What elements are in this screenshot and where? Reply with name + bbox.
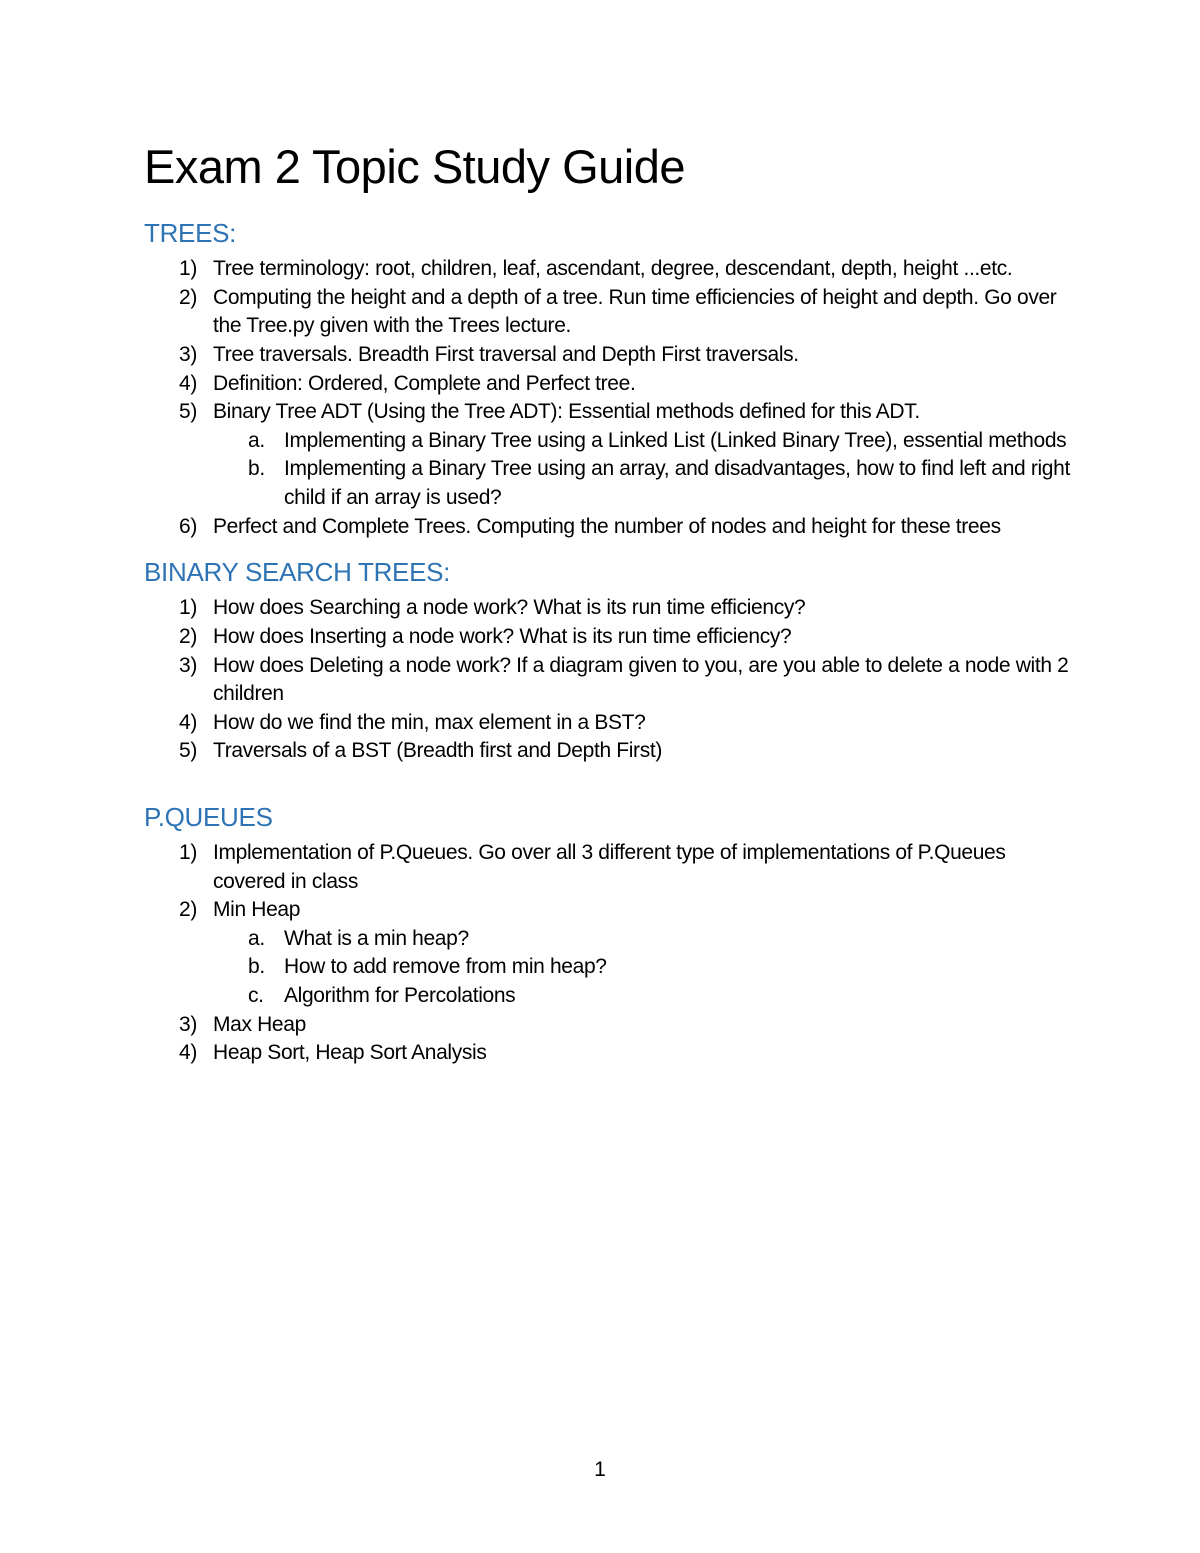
item-text: How to add remove from min heap?: [284, 955, 607, 979]
item-text: Algorithm for Percolations: [284, 984, 516, 1008]
item-text: How does Deleting a node work? If a diagram given to you, are you able to delete a node with 2 children: [213, 653, 1069, 706]
list-item: [144, 341, 1074, 370]
list-item: [144, 284, 1074, 341]
lettered-sublist: [213, 427, 1074, 513]
list-item: [144, 839, 1074, 896]
item-number: 4): [179, 1041, 197, 1065]
item-number: 4): [179, 371, 197, 395]
list-item: [144, 623, 1074, 652]
item-letter: a.: [248, 428, 265, 452]
item-number: 2): [179, 624, 197, 648]
list-item: [144, 1039, 1074, 1068]
document-title: Exam 2 Topic Study Guide: [144, 140, 685, 193]
sublist-item: [213, 953, 1074, 982]
section-binary-search-trees: [144, 557, 1074, 766]
section-pqueues: [144, 802, 1074, 1068]
item-text: Min Heap: [213, 898, 301, 922]
section-heading: TREES:: [144, 218, 237, 249]
item-text: Implementing a Binary Tree using a Linked List (Linked Binary Tree), essential methods: [284, 428, 1067, 452]
section-heading: BINARY SEARCH TREES:: [144, 557, 451, 588]
item-text: How does Inserting a node work? What is its run time efficiency?: [213, 624, 792, 648]
item-number: 3): [179, 343, 197, 367]
sublist-item: [213, 982, 1074, 1011]
item-number: 4): [179, 710, 197, 734]
page-number: 1: [594, 1458, 606, 1481]
item-number: 5): [179, 739, 197, 763]
item-letter: a.: [248, 926, 265, 950]
document-body: [144, 140, 1074, 1084]
item-letter: c.: [248, 984, 264, 1008]
item-number: 2): [179, 898, 197, 922]
list-item: [144, 709, 1074, 738]
item-letter: b.: [248, 457, 265, 481]
list-item: [144, 1011, 1074, 1040]
item-letter: b.: [248, 955, 265, 979]
list-item: [144, 737, 1074, 766]
item-text: Definition: Ordered, Complete and Perfect tree.: [213, 371, 636, 395]
item-number: 2): [179, 285, 197, 309]
list-item: [144, 896, 1074, 1010]
list-item: [144, 652, 1074, 709]
section-trees: [144, 218, 1074, 541]
lettered-sublist: [213, 925, 1074, 1011]
item-text: Implementing a Binary Tree using an array, and disadvantages, how to find left and right child if an array is used?: [284, 457, 1070, 509]
section-heading: P.QUEUES: [144, 801, 273, 832]
item-number: 5): [179, 400, 197, 424]
item-text: What is a min heap?: [284, 926, 469, 950]
item-text: Implementation of P.Queues. Go over all 3 different type of implementations of P.Queues covered in class: [213, 841, 1006, 893]
item-text: Computing the height and a depth of a tree. Run time efficiencies of height and depth. Go over the Tree.py given with the Trees lecture.: [213, 285, 1057, 338]
list-item: [144, 255, 1074, 284]
item-text: Heap Sort, Heap Sort Analysis: [213, 1041, 487, 1065]
item-number: 6): [179, 514, 197, 538]
item-number: 3): [179, 1012, 197, 1036]
sublist-item: [213, 925, 1074, 954]
item-text: How does Searching a node work? What is its run time efficiency?: [213, 596, 806, 620]
numbered-list: [144, 255, 1074, 541]
item-number: 1): [179, 596, 197, 620]
item-number: 3): [179, 653, 197, 677]
numbered-list: [144, 594, 1074, 766]
item-text: Perfect and Complete Trees. Computing the number of nodes and height for these trees: [213, 514, 1001, 538]
sublist-item: [213, 455, 1074, 512]
sublist-item: [213, 427, 1074, 456]
list-item: [144, 513, 1074, 542]
item-number: 1): [179, 257, 197, 281]
list-item: [144, 594, 1074, 623]
item-number: 1): [179, 841, 197, 865]
list-item: [144, 398, 1074, 512]
list-item: [144, 370, 1074, 399]
numbered-list: [144, 839, 1074, 1068]
item-text: Tree terminology: root, children, leaf, ascendant, degree, descendant, depth, height ...etc.: [213, 257, 1013, 281]
item-text: Binary Tree ADT (Using the Tree ADT): Essential methods defined for this ADT.: [213, 400, 920, 424]
item-text: Traversals of a BST (Breadth first and Depth First): [213, 739, 662, 763]
item-text: How do we find the min, max element in a BST?: [213, 710, 646, 734]
item-text: Max Heap: [213, 1012, 306, 1036]
item-text: Tree traversals. Breadth First traversal and Depth First traversals.: [213, 343, 799, 367]
